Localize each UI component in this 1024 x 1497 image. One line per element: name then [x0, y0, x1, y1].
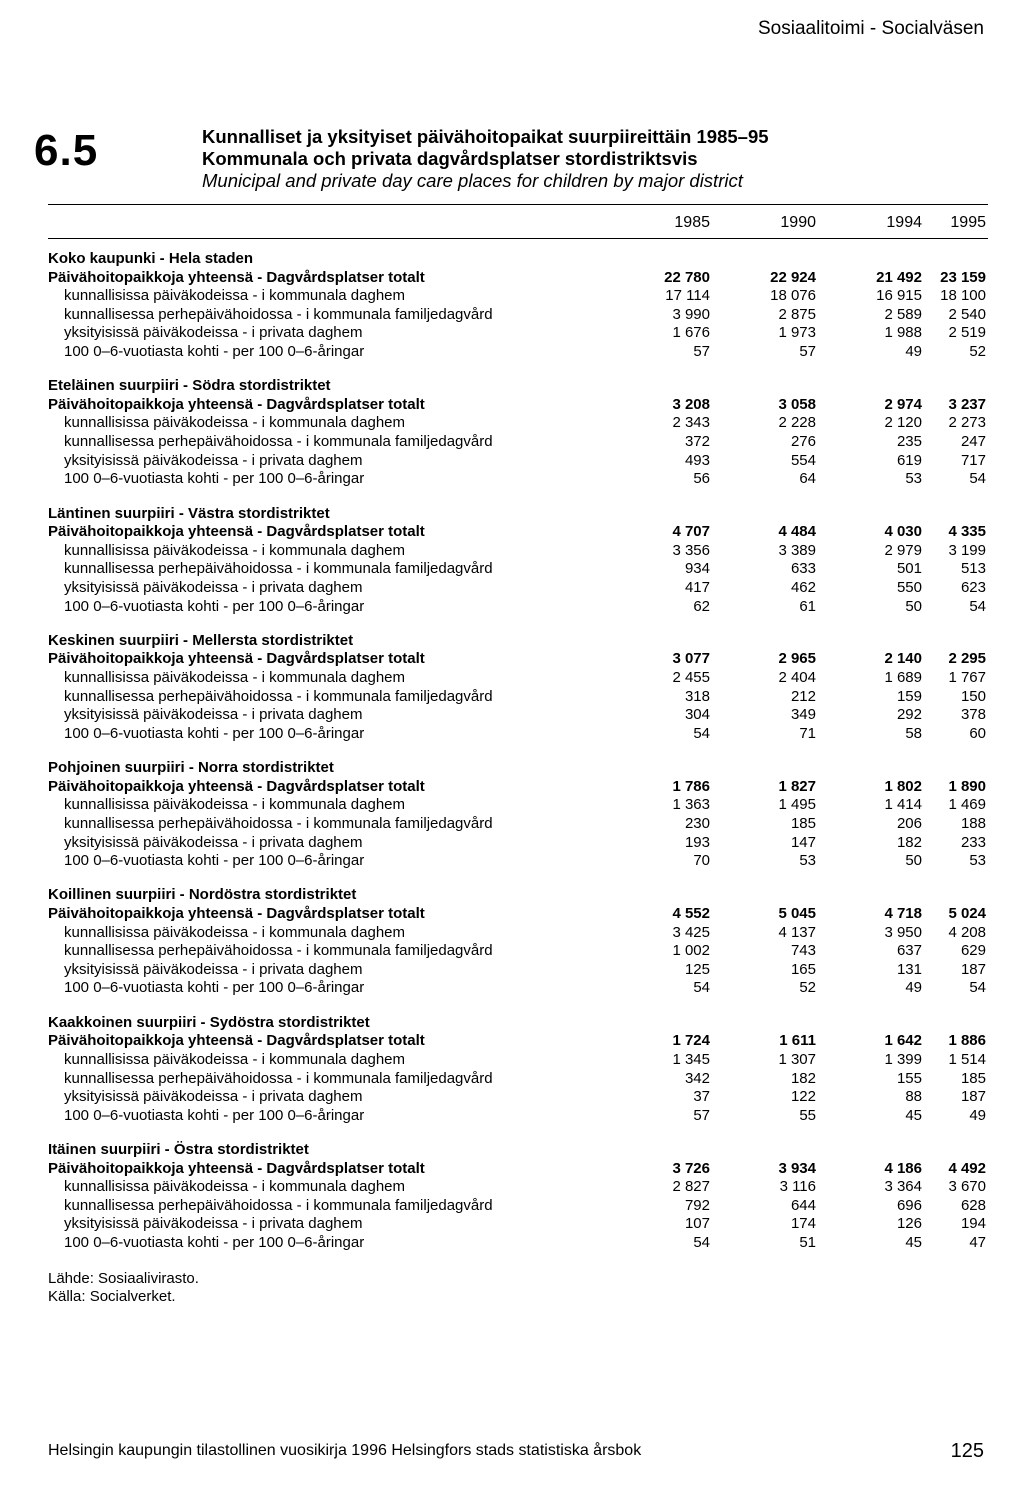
- table-cell: 131: [896, 960, 922, 978]
- table-cell: 125: [684, 960, 710, 978]
- table-cell: 47: [969, 1234, 986, 1252]
- district-heading-row: [0, 377, 1024, 396]
- row-label: kunnallisissa päiväkodeissa - i kommunala daghem: [64, 1178, 406, 1196]
- table-cell: 49: [905, 979, 922, 997]
- source-finnish: Lähde: Sosiaalivirasto.: [48, 1270, 199, 1287]
- table-cell: 187: [960, 1088, 986, 1106]
- row-label: 100 0–6-vuotiasta kohti - per 100 0–6-åringar: [64, 979, 365, 997]
- table-cell: 623: [960, 578, 986, 596]
- table-row: [0, 598, 1024, 617]
- table-row: [0, 706, 1024, 725]
- table-cell: 3 356: [672, 541, 710, 559]
- table-row: [0, 452, 1024, 471]
- district-heading-row: [0, 886, 1024, 905]
- table-cell: 2 979: [884, 541, 922, 559]
- table-row: [0, 1234, 1024, 1253]
- table-cell: 45: [905, 1234, 922, 1252]
- table-cell: 235: [896, 433, 922, 451]
- row-label: yksityisissä päiväkodeissa - i privata daghem: [64, 960, 363, 978]
- table-cell: 2 273: [948, 414, 986, 432]
- table-cell: 64: [799, 470, 816, 488]
- table-cell: 51: [799, 1234, 816, 1252]
- row-label: 100 0–6-vuotiasta kohti - per 100 0–6-åringar: [64, 470, 365, 488]
- row-label: yksityisissä päiväkodeissa - i privata daghem: [64, 578, 363, 596]
- table-row: [0, 343, 1024, 362]
- table-cell: 194: [960, 1215, 986, 1233]
- table-cell: 2 589: [884, 305, 922, 323]
- table-cell: 2 295: [948, 650, 986, 668]
- table-row: [0, 579, 1024, 598]
- row-label: kunnallisissa päiväkodeissa - i kommunala daghem: [64, 541, 406, 559]
- table-cell: 3 389: [778, 541, 816, 559]
- table-cell: 185: [790, 814, 816, 832]
- table-row: [0, 1107, 1024, 1126]
- table-cell: 126: [896, 1215, 922, 1233]
- table-cell: 61: [799, 597, 816, 615]
- table-cell: 792: [684, 1196, 710, 1214]
- table-cell: 70: [693, 852, 710, 870]
- table-cell: 54: [969, 597, 986, 615]
- table-cell: 233: [960, 833, 986, 851]
- table-cell: 3 425: [672, 923, 710, 941]
- table-cell: 276: [790, 433, 816, 451]
- table-cell: 1 642: [884, 1032, 922, 1050]
- table-cell: 342: [684, 1069, 710, 1087]
- table-row: [0, 1051, 1024, 1070]
- table-cell: 4 137: [778, 923, 816, 941]
- table-cell: 304: [684, 706, 710, 724]
- table-cell: 107: [684, 1215, 710, 1233]
- table-titles: [202, 126, 769, 192]
- title-finnish: Kunnalliset ja yksityiset päivähoitopaikat suurpiireittäin 1985–95: [202, 126, 769, 147]
- table-cell: 554: [790, 451, 816, 469]
- table-cell: 5 024: [948, 905, 986, 923]
- table-cell: 185: [960, 1069, 986, 1087]
- table-body: [0, 250, 1024, 1268]
- table-cell: 1 973: [778, 324, 816, 342]
- district-heading-row: [0, 1141, 1024, 1160]
- table-cell: 174: [790, 1215, 816, 1233]
- row-label: 100 0–6-vuotiasta kohti - per 100 0–6-åringar: [64, 724, 365, 742]
- table-cell: 3 364: [884, 1178, 922, 1196]
- table-cell: 56: [693, 470, 710, 488]
- table-row: [0, 560, 1024, 579]
- row-label: yksityisissä päiväkodeissa - i privata daghem: [64, 833, 363, 851]
- table-cell: 462: [790, 578, 816, 596]
- table-cell: 1 724: [672, 1032, 710, 1050]
- table-row: [0, 396, 1024, 415]
- row-label: kunnallisissa päiväkodeissa - i kommunala daghem: [64, 287, 406, 305]
- table-cell: 150: [960, 687, 986, 705]
- table-cell: 3 058: [778, 395, 816, 413]
- table-cell: 155: [896, 1069, 922, 1087]
- table-cell: 58: [905, 724, 922, 742]
- table-cell: 4 335: [948, 523, 986, 541]
- table-cell: 696: [896, 1196, 922, 1214]
- table-cell: 3 670: [948, 1178, 986, 1196]
- table-cell: 743: [790, 942, 816, 960]
- row-label: Päivähoitopaikkoja yhteensä - Dagvårdsplatser totalt: [48, 777, 425, 795]
- table-cell: 4 030: [884, 523, 922, 541]
- row-label: Päivähoitopaikkoja yhteensä - Dagvårdsplatser totalt: [48, 1032, 425, 1050]
- row-label: kunnallisessa perhepäivähoidossa - i kommunala familjedagvård: [64, 1196, 493, 1214]
- title-swedish: Kommunala och privata dagvårdsplatser stordistriktsvis: [202, 148, 698, 169]
- row-label: kunnallisissa päiväkodeissa - i kommunala daghem: [64, 414, 406, 432]
- table-row: [0, 834, 1024, 853]
- row-label: Päivähoitopaikkoja yhteensä - Dagvårdsplatser totalt: [48, 905, 425, 923]
- district-name: Kaakkoinen suurpiiri - Sydöstra stordistriktet: [48, 1013, 370, 1031]
- table-cell: 1 689: [884, 669, 922, 687]
- table-cell: 1 827: [778, 777, 816, 795]
- table-cell: 1 767: [948, 669, 986, 687]
- table-row: [0, 796, 1024, 815]
- table-cell: 1 802: [884, 777, 922, 795]
- table-cell: 378: [960, 706, 986, 724]
- table-cell: 2 875: [778, 305, 816, 323]
- table-cell: 2 974: [884, 395, 922, 413]
- table-row: [0, 1215, 1024, 1234]
- table-cell: 637: [896, 942, 922, 960]
- district-heading-row: [0, 632, 1024, 651]
- table-row: [0, 1178, 1024, 1197]
- district-name: Eteläinen suurpiiri - Södra stordistriktet: [48, 377, 331, 395]
- table-row: [0, 1160, 1024, 1179]
- row-label: kunnallisessa perhepäivähoidossa - i kommunala familjedagvård: [64, 433, 493, 451]
- table-cell: 1 988: [884, 324, 922, 342]
- row-label: kunnallisissa päiväkodeissa - i kommunala daghem: [64, 796, 406, 814]
- row-label: yksityisissä päiväkodeissa - i privata daghem: [64, 324, 363, 342]
- source-swedish: Källa: Socialverket.: [48, 1288, 176, 1305]
- district-section: [0, 505, 1024, 632]
- table-row: [0, 523, 1024, 542]
- table-cell: 4 707: [672, 523, 710, 541]
- header-bottom-rule: [48, 238, 988, 239]
- table-cell: 165: [790, 960, 816, 978]
- row-label: kunnallisessa perhepäivähoidossa - i kommunala familjedagvård: [64, 942, 493, 960]
- table-cell: 17 114: [665, 287, 710, 305]
- district-section: [0, 632, 1024, 759]
- table-cell: 513: [960, 560, 986, 578]
- table-cell: 60: [969, 724, 986, 742]
- row-label: kunnallisessa perhepäivähoidossa - i kommunala familjedagvård: [64, 814, 493, 832]
- table-row: [0, 414, 1024, 433]
- row-label: kunnallisissa päiväkodeissa - i kommunala daghem: [64, 923, 406, 941]
- row-label: kunnallisessa perhepäivähoidossa - i kommunala familjedagvård: [64, 560, 493, 578]
- table-cell: 159: [896, 687, 922, 705]
- table-row: [0, 433, 1024, 452]
- district-section: [0, 1014, 1024, 1141]
- table-cell: 292: [896, 706, 922, 724]
- table-row: [0, 1197, 1024, 1216]
- table-cell: 57: [693, 342, 710, 360]
- table-row: [0, 778, 1024, 797]
- table-cell: 57: [799, 342, 816, 360]
- district-section: [0, 1141, 1024, 1268]
- row-label: Päivähoitopaikkoja yhteensä - Dagvårdsplatser totalt: [48, 395, 425, 413]
- table-cell: 3 990: [672, 305, 710, 323]
- table-cell: 1 611: [779, 1032, 816, 1050]
- table-cell: 417: [684, 578, 710, 596]
- table-cell: 4 186: [884, 1159, 922, 1177]
- district-name: Läntinen suurpiiri - Västra stordistriktet: [48, 504, 330, 522]
- row-label: kunnallisessa perhepäivähoidossa - i kommunala familjedagvård: [64, 305, 493, 323]
- table-row: [0, 669, 1024, 688]
- table-cell: 50: [905, 597, 922, 615]
- row-label: 100 0–6-vuotiasta kohti - per 100 0–6-åringar: [64, 342, 365, 360]
- table-cell: 49: [905, 342, 922, 360]
- table-row: [0, 1088, 1024, 1107]
- table-row: [0, 1070, 1024, 1089]
- page-number: 125: [950, 1440, 984, 1462]
- district-name: Keskinen suurpiiri - Mellersta stordistriktet: [48, 631, 354, 649]
- table-row: [0, 688, 1024, 707]
- row-label: 100 0–6-vuotiasta kohti - per 100 0–6-åringar: [64, 1106, 365, 1124]
- title-english: Municipal and private day care places for children by major district: [202, 170, 743, 191]
- table-row: [0, 269, 1024, 288]
- table-cell: 71: [799, 724, 816, 742]
- table-row: [0, 1032, 1024, 1051]
- row-label: kunnallisessa perhepäivähoidossa - i kommunala familjedagvård: [64, 1069, 493, 1087]
- column-header-1990: 1990: [780, 214, 816, 231]
- table-cell: 188: [960, 814, 986, 832]
- table-cell: 349: [790, 706, 816, 724]
- table-cell: 3 077: [672, 650, 710, 668]
- table-cell: 182: [790, 1069, 816, 1087]
- table-cell: 1 345: [672, 1050, 710, 1068]
- table-cell: 22 924: [770, 268, 816, 286]
- table-cell: 54: [969, 979, 986, 997]
- table-cell: 3 208: [672, 395, 710, 413]
- table-cell: 372: [684, 433, 710, 451]
- table-cell: 55: [799, 1106, 816, 1124]
- sources: [48, 1270, 199, 1306]
- table-cell: 1 399: [884, 1050, 922, 1068]
- table-cell: 4 492: [948, 1159, 986, 1177]
- table-cell: 318: [684, 687, 710, 705]
- table-cell: 1 886: [948, 1032, 986, 1050]
- table-cell: 2 540: [948, 305, 986, 323]
- table-cell: 4 208: [948, 923, 986, 941]
- table-cell: 206: [896, 814, 922, 832]
- district-name: Koko kaupunki - Hela staden: [48, 250, 254, 267]
- table-cell: 3 726: [672, 1159, 710, 1177]
- table-cell: 493: [684, 451, 710, 469]
- table-cell: 50: [905, 852, 922, 870]
- table-cell: 2 455: [672, 669, 710, 687]
- table-cell: 187: [960, 960, 986, 978]
- district-heading-row: [0, 759, 1024, 778]
- district-section: [0, 250, 1024, 377]
- table-cell: 52: [969, 342, 986, 360]
- district-name: Pohjoinen suurpiiri - Norra stordistriktet: [48, 759, 334, 777]
- district-section: [0, 886, 1024, 1013]
- table-row: [0, 961, 1024, 980]
- table-cell: 62: [693, 597, 710, 615]
- table-cell: 3 950: [884, 923, 922, 941]
- table-number: 6.5: [34, 126, 99, 175]
- table-cell: 2 120: [884, 414, 922, 432]
- district-heading-row: [0, 250, 1024, 269]
- table-cell: 4 552: [672, 905, 710, 923]
- table-cell: 1 307: [778, 1050, 816, 1068]
- row-label: Päivähoitopaikkoja yhteensä - Dagvårdsplatser totalt: [48, 650, 425, 668]
- row-label: yksityisissä päiväkodeissa - i privata daghem: [64, 1215, 363, 1233]
- table-cell: 1 495: [778, 796, 816, 814]
- table-cell: 16 915: [876, 287, 922, 305]
- district-heading-row: [0, 1014, 1024, 1033]
- table-row: [0, 542, 1024, 561]
- table-cell: 2 827: [672, 1178, 710, 1196]
- table-cell: 1 676: [672, 324, 710, 342]
- table-cell: 182: [896, 833, 922, 851]
- table-cell: 45: [905, 1106, 922, 1124]
- table-cell: 644: [790, 1196, 816, 1214]
- table-cell: 2 343: [672, 414, 710, 432]
- table-cell: 3 116: [779, 1178, 816, 1196]
- table-cell: 247: [960, 433, 986, 451]
- table-row: [0, 815, 1024, 834]
- table-cell: 49: [969, 1106, 986, 1124]
- table-cell: 501: [896, 560, 922, 578]
- running-head: Sosiaalitoimi - Socialväsen: [758, 18, 984, 39]
- table-top-rule: [48, 204, 988, 205]
- table-row: [0, 287, 1024, 306]
- table-cell: 54: [969, 470, 986, 488]
- table-cell: 21 492: [876, 268, 922, 286]
- table-cell: 619: [896, 451, 922, 469]
- district-section: [0, 377, 1024, 504]
- row-label: yksityisissä päiväkodeissa - i privata daghem: [64, 1088, 363, 1106]
- table-row: [0, 725, 1024, 744]
- district-name: Itäinen suurpiiri - Östra stordistriktet: [48, 1141, 309, 1159]
- table-cell: 1 786: [672, 777, 710, 795]
- table-cell: 1 002: [672, 942, 710, 960]
- table-cell: 37: [693, 1088, 710, 1106]
- row-label: 100 0–6-vuotiasta kohti - per 100 0–6-åringar: [64, 1234, 365, 1252]
- table-cell: 3 237: [948, 395, 986, 413]
- table-row: [0, 852, 1024, 871]
- table-row: [0, 942, 1024, 961]
- row-label: yksityisissä päiväkodeissa - i privata daghem: [64, 451, 363, 469]
- publication-name: Helsingin kaupungin tilastollinen vuosikirja 1996 Helsingfors stads statistiska årsbok: [48, 1442, 642, 1459]
- table-cell: 212: [790, 687, 816, 705]
- table-cell: 53: [969, 852, 986, 870]
- table-cell: 52: [799, 979, 816, 997]
- table-cell: 230: [684, 814, 710, 832]
- row-label: Päivähoitopaikkoja yhteensä - Dagvårdsplatser totalt: [48, 523, 425, 541]
- table-row: [0, 905, 1024, 924]
- column-header-1995: 1995: [950, 214, 986, 231]
- table-row: [0, 650, 1024, 669]
- table-cell: 550: [896, 578, 922, 596]
- table-cell: 2 228: [778, 414, 816, 432]
- table-cell: 2 965: [778, 650, 816, 668]
- table-cell: 193: [684, 833, 710, 851]
- column-headers: [0, 214, 1024, 236]
- column-header-1994: 1994: [886, 214, 922, 231]
- table-cell: 54: [693, 979, 710, 997]
- table-cell: 629: [960, 942, 986, 960]
- table-cell: 2 404: [778, 669, 816, 687]
- table-cell: 3 199: [948, 541, 986, 559]
- column-header-1985: 1985: [674, 214, 710, 231]
- district-name: Koillinen suurpiiri - Nordöstra stordistriktet: [48, 886, 357, 904]
- row-label: 100 0–6-vuotiasta kohti - per 100 0–6-åringar: [64, 852, 365, 870]
- table-cell: 5 045: [778, 905, 816, 923]
- table-cell: 57: [693, 1106, 710, 1124]
- table-cell: 53: [799, 852, 816, 870]
- table-cell: 717: [960, 451, 986, 469]
- row-label: kunnallisissa päiväkodeissa - i kommunala daghem: [64, 669, 406, 687]
- table-row: [0, 924, 1024, 943]
- table-row: [0, 324, 1024, 343]
- row-label: kunnallisessa perhepäivähoidossa - i kommunala familjedagvård: [64, 687, 493, 705]
- table-row: [0, 306, 1024, 325]
- table-cell: 1 890: [948, 777, 986, 795]
- table-cell: 18 100: [940, 287, 986, 305]
- district-heading-row: [0, 505, 1024, 524]
- table-row: [0, 470, 1024, 489]
- page-footer: [48, 1440, 988, 1464]
- table-cell: 54: [693, 724, 710, 742]
- table-cell: 1 514: [948, 1050, 986, 1068]
- table-cell: 1 363: [672, 796, 710, 814]
- row-label: Päivähoitopaikkoja yhteensä - Dagvårdsplatser totalt: [48, 1159, 425, 1177]
- table-cell: 122: [790, 1088, 816, 1106]
- table-cell: 54: [693, 1234, 710, 1252]
- row-label: kunnallisissa päiväkodeissa - i kommunala daghem: [64, 1050, 406, 1068]
- table-cell: 4 484: [778, 523, 816, 541]
- district-section: [0, 759, 1024, 886]
- table-cell: 2 519: [948, 324, 986, 342]
- table-cell: 18 076: [770, 287, 816, 305]
- table-cell: 3 934: [778, 1159, 816, 1177]
- row-label: Päivähoitopaikkoja yhteensä - Dagvårdsplatser totalt: [48, 268, 425, 286]
- table-cell: 147: [790, 833, 816, 851]
- table-cell: 23 159: [940, 268, 986, 286]
- table-cell: 934: [684, 560, 710, 578]
- table-cell: 628: [960, 1196, 986, 1214]
- table-row: [0, 979, 1024, 998]
- table-cell: 1 414: [884, 796, 922, 814]
- row-label: yksityisissä päiväkodeissa - i privata daghem: [64, 706, 363, 724]
- table-cell: 633: [790, 560, 816, 578]
- table-cell: 53: [905, 470, 922, 488]
- table-cell: 1 469: [948, 796, 986, 814]
- row-label: 100 0–6-vuotiasta kohti - per 100 0–6-åringar: [64, 597, 365, 615]
- table-cell: 22 780: [664, 268, 710, 286]
- table-cell: 4 718: [884, 905, 922, 923]
- table-cell: 2 140: [884, 650, 922, 668]
- table-cell: 88: [905, 1088, 922, 1106]
